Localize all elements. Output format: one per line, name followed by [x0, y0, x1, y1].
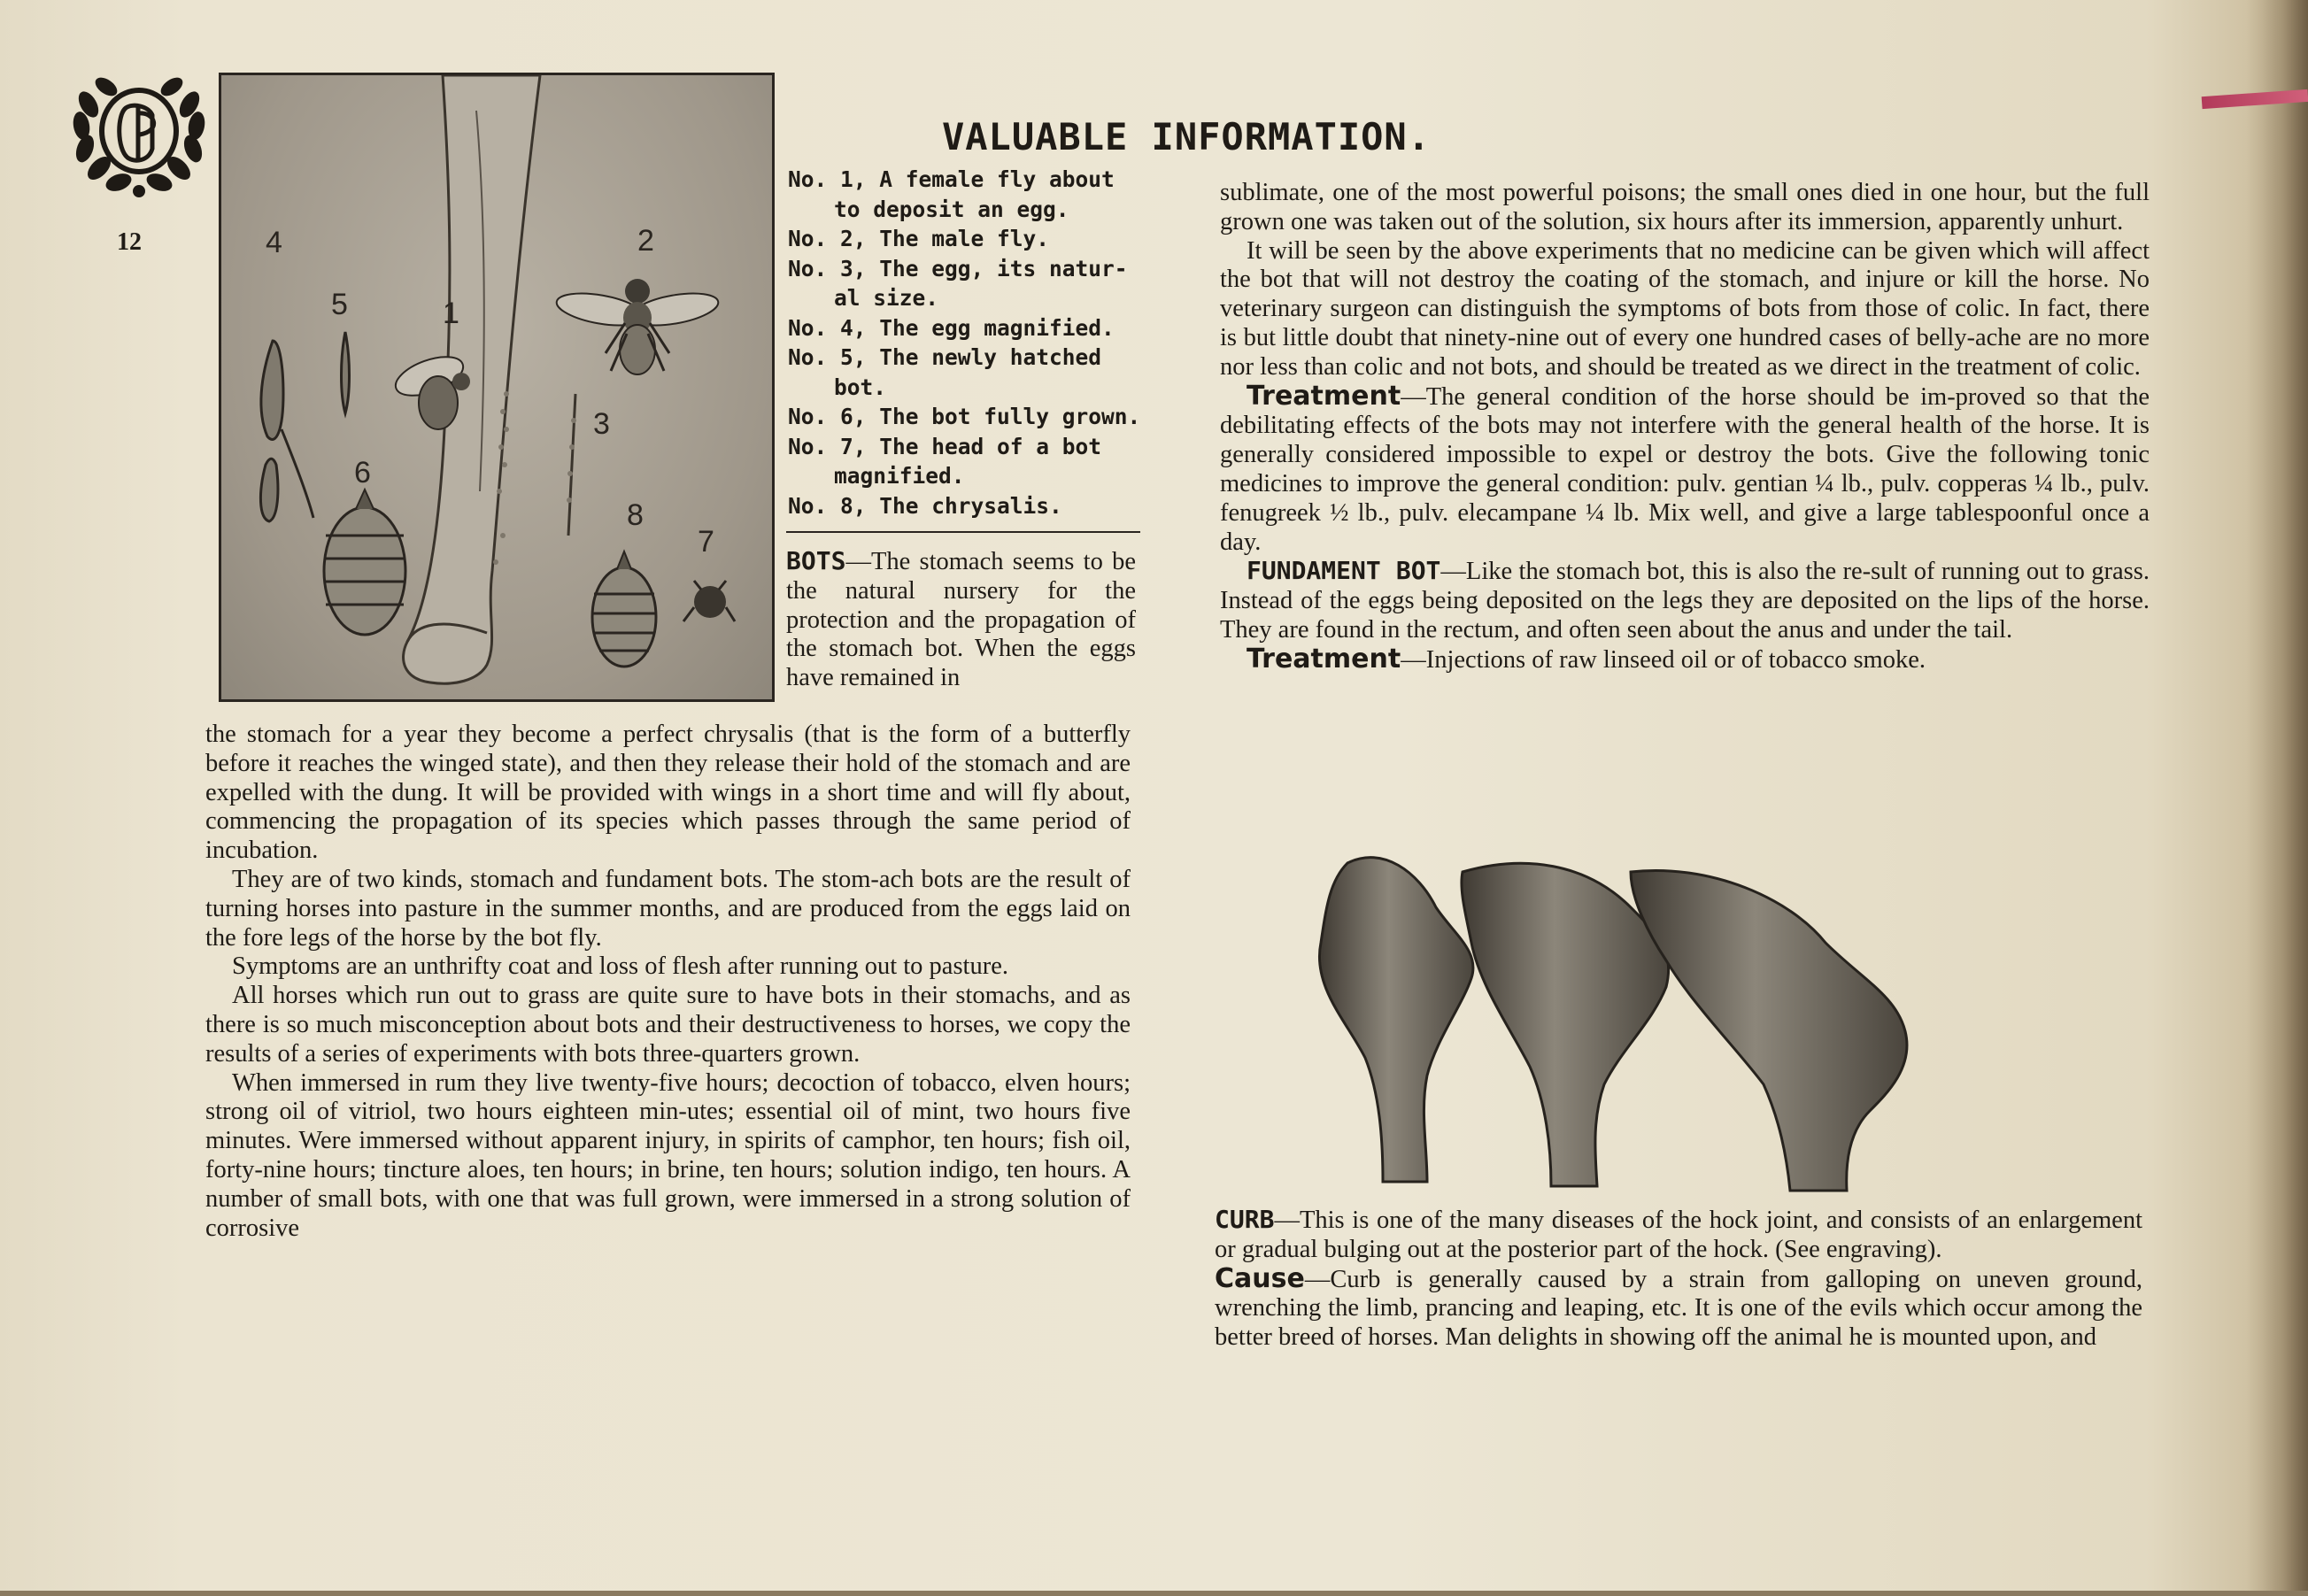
treatment-heading: Treatment — [1247, 380, 1401, 412]
bots-intro — [786, 547, 1136, 693]
figure-label-3: 3 — [593, 407, 610, 441]
paragraph: All horses which run out to grass are quite sure to have bots in their stomachs, and as there is so much misconception about bots and their destructiveness to horses, we copy the results of a series of experiments with bots three-quarters grown. — [205, 982, 1131, 1068]
bots-continued: the stomach for a year they become a perfect chrysalis (that is the form of a butterfly before it reaches the winged state), and then they release their hold of the stomach and are expelled with the dung. It will be provided with wings in a short time and will fly about, commencing the propagation of its species which passes through the same period of incubation. — [205, 721, 1131, 865]
caption-item: No. 1, A female fly about to deposit an egg. — [788, 166, 1115, 222]
caption-item: No. 3, The egg, its natur-al size. — [788, 255, 1128, 311]
figure-caption-list — [788, 165, 1151, 520]
hock-drawing-normal — [1319, 858, 1473, 1182]
laurel-emblem-icon — [64, 62, 214, 204]
page-number: 12 — [117, 228, 142, 256]
hock-drawing-severe-curb — [1631, 870, 1907, 1191]
curb-text: —This is one of the many diseases of the hock joint, and consists of an enlargement or gradual bulging out at the posterior part of the hock. (See engraving). — [1215, 1207, 2142, 1263]
caption-item: No. 4, The egg magnified. — [788, 314, 1115, 341]
hock-drawing-mild-curb — [1462, 863, 1669, 1186]
fundament-bot-text: —Like the stomach bot, this is also the re-sult of running out to grass. Instead of the eggs being deposited on the legs they are deposited on the lips of the horse. They are found in the rectum, and often seen about the anus and under the tail. — [1220, 558, 2150, 644]
caption-item: No. 6, The bot fully grown. — [788, 404, 1141, 429]
figure-label-6: 6 — [354, 456, 371, 490]
caption-item: No. 7, The head of a bot magnified. — [788, 433, 1102, 489]
caption-item: No. 2, The male fly. — [788, 226, 1050, 251]
treatment-text: —The general condition of the horse should be im-proved so that the debilitating effects of the bots may not interfere with the general health of the horse. It is generally considered impossible to expel or destroy the bots. Give the following tonic medicines to improve the general condition: pulv. gentian ¼ lb., pulv. copperas ¼ lb., pulv. fenugreek ½ lb., pulv. elecampane ¼ lb. Mix well, and give a large tablespoonful once a day. — [1220, 382, 2150, 556]
figure-label-5: 5 — [331, 288, 348, 321]
bot-fly-illustration — [219, 73, 775, 702]
caption-item: No. 8, The chrysalis. — [788, 492, 1062, 519]
figure-label-1: 1 — [443, 297, 459, 330]
book-spine-shadow — [2246, 0, 2308, 1596]
page-title: VALUABLE INFORMATION. — [941, 115, 1431, 158]
bots-heading: BOTS — [786, 546, 846, 575]
figure-label-4: 4 — [266, 226, 282, 259]
paragraph: When immersed in rum they live twenty-five hours; decoction of tobacco, elven hours; strong oil of vitriol, two hours eighteen min-utes; essential oil of mint, two hours five minutes. Were immersed without apparent injury, in spirits of camphor, ten hours; fish oil, forty-nine hours; tincture aloes, ten hours; in brine, ten hours; solution indigo, ten hours. A number of small bots, with one that was full grown, were immersed in a strong solution of corrosive — [205, 1068, 1131, 1242]
caption-item: No. 5, The newly hatched bot. — [788, 344, 1102, 400]
cause-text: —Curb is generally caused by a strain from galloping on uneven ground, wrenching the limb, prancing and leaping, etc. It is one of the evils which occur among the better breed of horses. Man delights in showing off the animal he is mounted upon, and — [1215, 1265, 2142, 1352]
figure-label-2: 2 — [637, 224, 654, 258]
cause-heading: Cause — [1215, 1262, 1305, 1294]
left-column-text — [205, 721, 1131, 1243]
curb-section — [1215, 1206, 2142, 1353]
curb-hock-engraving — [1294, 845, 2056, 1199]
continuation-paragraph: sublimate, one of the most powerful poisons; the small ones died in one hour, but the full grown one was taken out of the solution, six hours after its immersion, apparently unhurt. — [1220, 179, 2150, 235]
treatment-heading: Treatment — [1247, 643, 1401, 675]
curb-heading: CURB — [1215, 1205, 1275, 1234]
paragraph: They are of two kinds, stomach and fundament bots. The stom-ach bots are the result of turning horses into pasture in the summer months, and are produced from the eggs laid on the fore legs of the horse by the bot fly. — [205, 865, 1131, 952]
page-bottom-edge — [0, 1591, 2308, 1596]
figure-label-7: 7 — [698, 525, 714, 559]
fundament-bot-heading: FUNDAMENT BOT — [1247, 556, 1441, 586]
caption-divider — [786, 531, 1140, 533]
bots-intro-text: —The stomach seems to be the natural nursery for the protection and the propagation of the stomach bot. When the eggs have remained in — [786, 548, 1136, 692]
figure-label-8: 8 — [627, 498, 644, 532]
treatment-text: —Injections of raw linseed oil or of tobacco smoke. — [1401, 645, 1926, 674]
right-column-text — [1220, 179, 2150, 675]
paragraph: Symptoms are an unthrifty coat and loss of flesh after running out to pasture. — [232, 952, 1008, 981]
paragraph: It will be seen by the above experiments that no medicine can be given which will affect the bot that will not destroy the coating of the stomach, and injure or kill the horse. No veterinary surgeon can distinguish the symptoms of bots from those of colic. In fact, there is but little doubt that ninety-nine out of every one hundred cases of belly-ache are no more nor less than colic and not bots, and should be treated as we direct in the treatment of colic. — [1220, 236, 2150, 381]
